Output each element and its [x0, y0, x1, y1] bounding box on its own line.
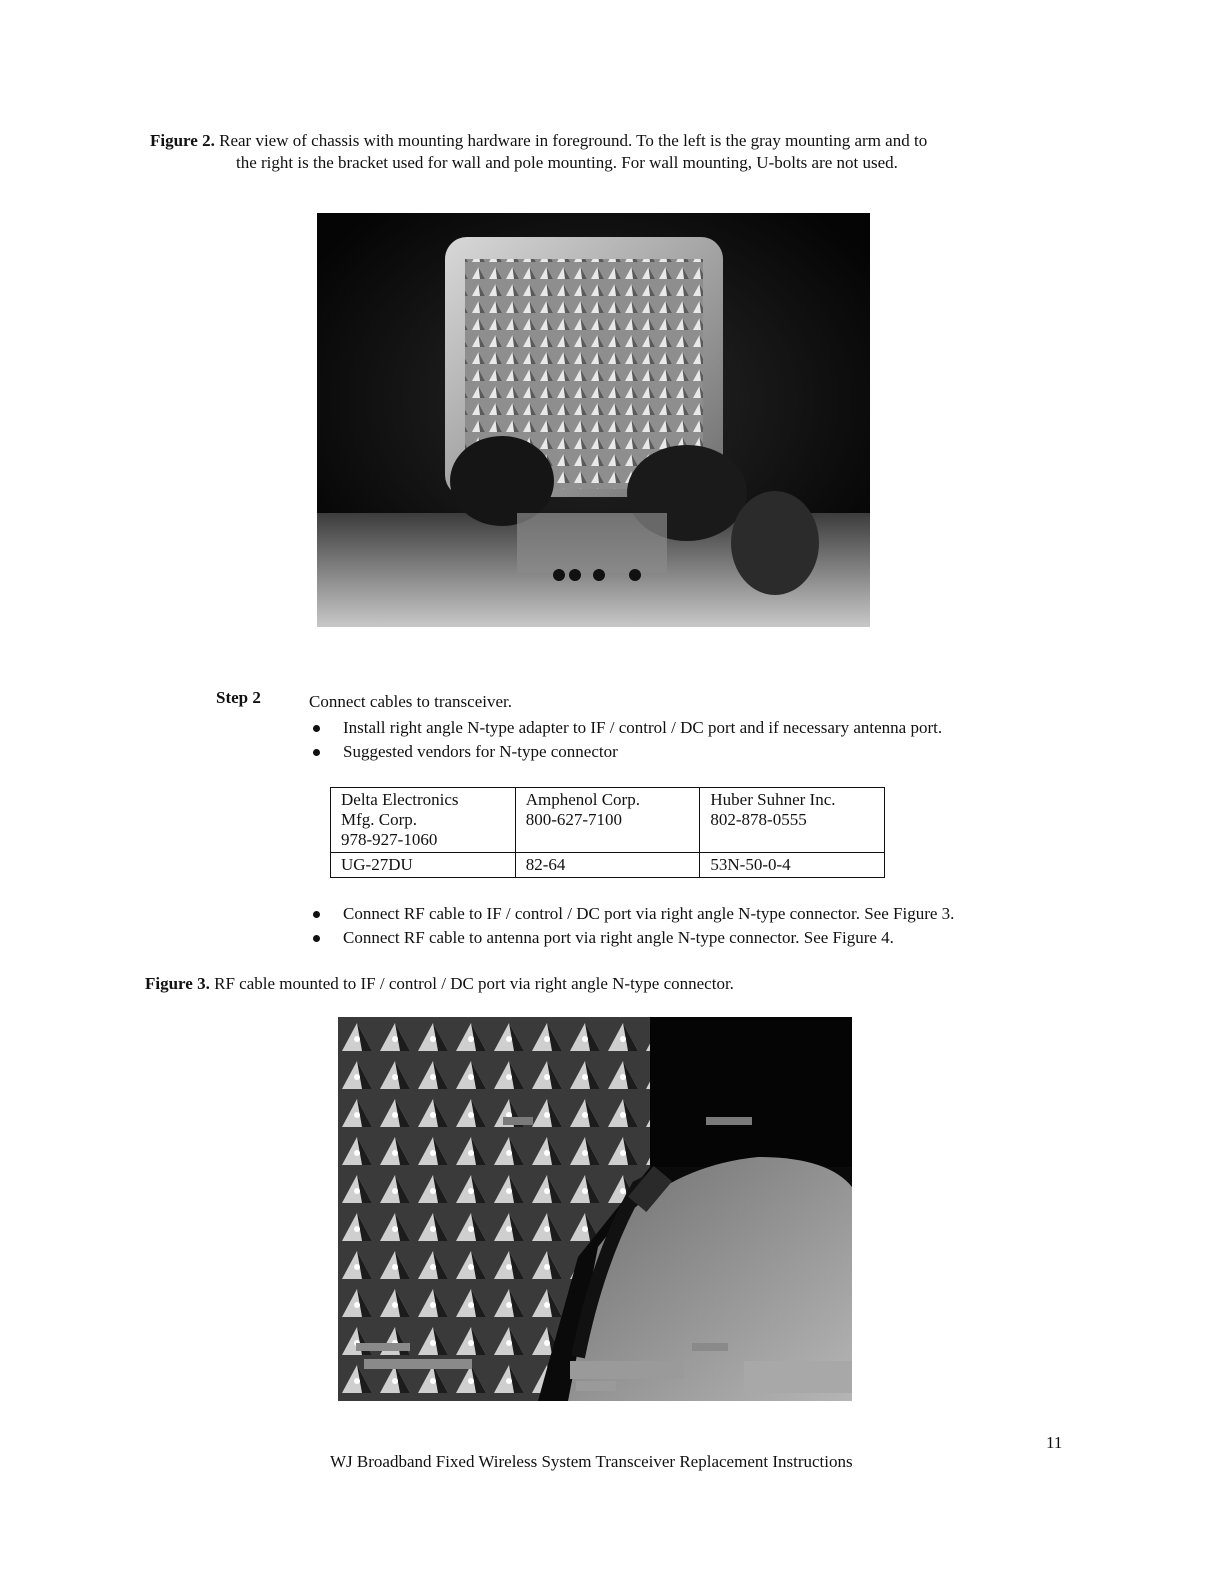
part-number-cell: 82-64: [515, 853, 700, 878]
figure-2-label: Figure 2.: [150, 131, 215, 150]
step-2-bullets: [309, 716, 1069, 764]
connect-bullet-if-port: Connect RF cable to IF / control / DC port via right angle N-type connector. See Figure 3.: [309, 902, 1089, 926]
vendor-name-cont: Mfg. Corp.: [341, 810, 418, 829]
figure-3-caption: [145, 973, 1075, 995]
step-2-intro: Connect cables to transceiver.: [309, 692, 512, 711]
step-2-bullet-adapter: Install right angle N-type adapter to IF / control / DC port and if necessary antenna port.: [309, 716, 1069, 740]
connect-bullets: [309, 902, 1089, 950]
vendor-cell: [700, 788, 885, 853]
figure-2-caption-line1: [150, 130, 1080, 152]
vendor-phone: 978-927-1060: [341, 830, 438, 849]
figure-2-caption-text: Rear view of chassis with mounting hardware in foreground. To the left is the gray mounting arm and to: [219, 131, 928, 150]
figure-3-caption-text: RF cable mounted to IF / control / DC port via right angle N-type connector.: [214, 974, 734, 993]
rf-cable-image: [338, 1017, 852, 1401]
figure-3-label: Figure 3.: [145, 974, 210, 993]
step-2-label: Step 2: [216, 688, 261, 707]
step-2-bullet-vendors: Suggested vendors for N-type connector: [309, 740, 1069, 764]
table-row: [331, 788, 885, 853]
vendor-phone: 800-627-7100: [525, 810, 623, 829]
vendor-name: Amphenol Corp.: [525, 790, 640, 809]
chassis-rear-image: [317, 213, 870, 627]
part-number-cell: UG-27DU: [331, 853, 516, 878]
vendor-cell: [331, 788, 516, 853]
vendor-phone: 802-878-0555: [710, 810, 807, 829]
vendor-table: [330, 787, 885, 878]
vendor-name: Huber Suhner Inc.: [710, 790, 836, 809]
table-row: [331, 853, 885, 878]
figure-2-caption-line2: the right is the bracket used for wall and pole mounting. For wall mounting, U-bolts are not used.: [236, 153, 898, 172]
footer-title: WJ Broadband Fixed Wireless System Transceiver Replacement Instructions: [330, 1452, 853, 1471]
figure-2-photo: [317, 213, 870, 627]
figure-2-caption: [150, 130, 1080, 174]
part-number-cell: 53N-50-0-4: [700, 853, 885, 878]
vendor-cell: [515, 788, 700, 853]
vendor-name: Delta Electronics: [341, 790, 459, 809]
connect-bullet-antenna-port: Connect RF cable to antenna port via right angle N-type connector. See Figure 4.: [309, 926, 1089, 950]
page-number: 11: [1046, 1433, 1063, 1452]
figure-3-photo: [338, 1017, 852, 1401]
